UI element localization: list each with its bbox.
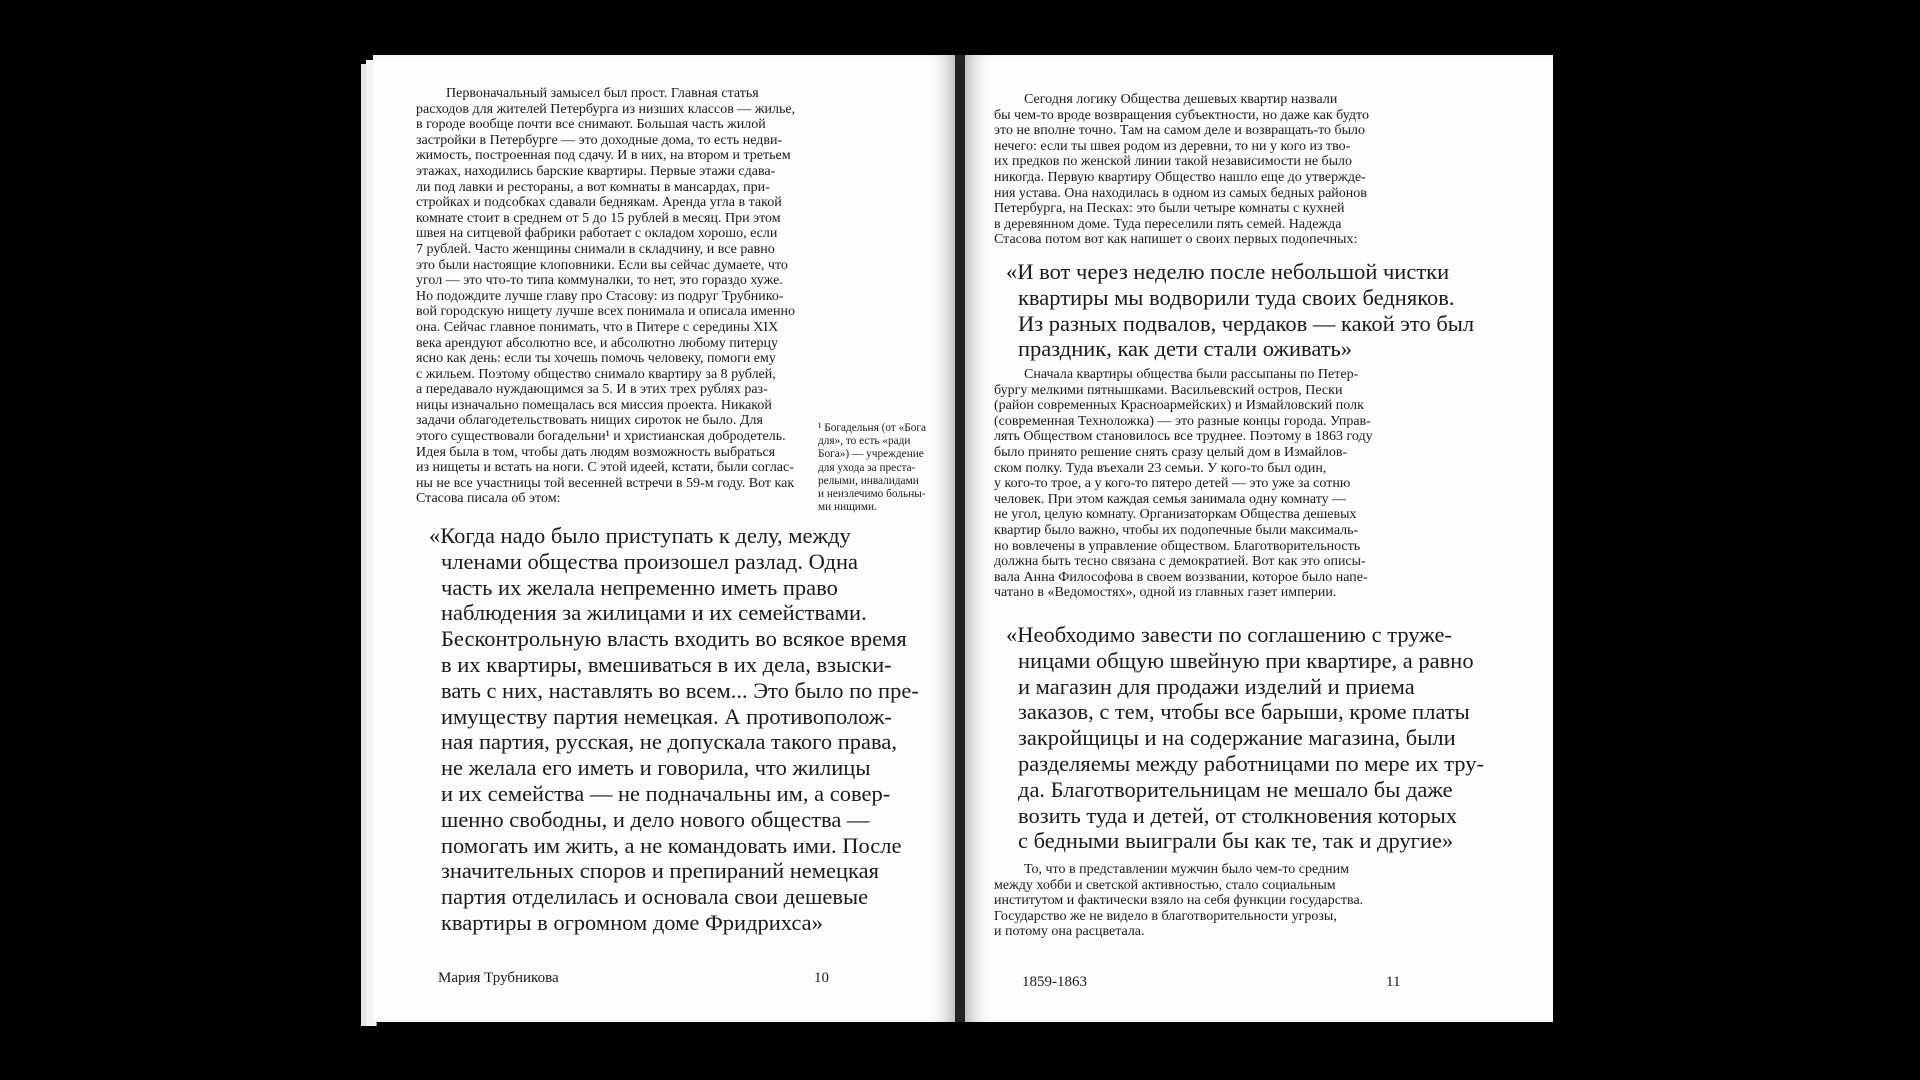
text-line: ния устава. Она находилась в одном из самых бедных районов (994, 185, 1367, 201)
text-line: это не вполне точно. Там на самом деле и возвращать-то было (994, 123, 1366, 139)
text-line: Из разных подвалов, чердаков — какой это был (1018, 310, 1475, 336)
text-line: ная партия, русская, не допускала такого права, (441, 729, 897, 755)
text-line: да. Благотворительницам не мешало бы даже (1018, 776, 1453, 802)
text-line: в их квартиры, вмешиваться в их дела, взыски- (441, 651, 892, 677)
text-line: праздник, как дети стали оживать» (1018, 336, 1353, 362)
text-line: Бесконтрольную власть входить во всякое время (441, 626, 907, 652)
text-line: лять Обществом становилось все труднее. Поэтому в 1863 году (994, 429, 1373, 445)
text-line: Первоначальный замысел был прост. Главная статья (446, 86, 759, 101)
book-gutter (955, 55, 965, 1022)
text-line: (район современных Красноармейских) и Измайловский полк (994, 398, 1364, 414)
text-line: квартир было важно, чтобы их подопечные были максималь- (994, 522, 1359, 538)
text-line: Идея была в том, чтобы дать людям возможность выбраться (416, 444, 776, 460)
text-line: ясно как день: если ты хочешь помочь человеку, помоги ему (416, 351, 776, 367)
right-body-paragraph-2 (994, 367, 1373, 601)
text-line: «Когда надо было приступать к делу, между (429, 523, 851, 548)
text-line: Стасова писала об этом: (416, 491, 561, 507)
text-line: это были настоящие клоповники. Если вы сейчас думаете, что (416, 257, 788, 273)
left-body-paragraph (416, 86, 795, 507)
text-line: не угол, целую комнату. Организаторкам Общества дешевых (994, 507, 1357, 523)
text-line: релыми, инвалидами (818, 474, 919, 487)
text-line: Сегодня логику Общества дешевых квартир назвали (1024, 92, 1338, 107)
right-body-paragraph-3 (994, 862, 1363, 940)
text-line: шенно свободны, и дело нового общества — (441, 806, 870, 832)
text-line: и потому она расцветала. (994, 924, 1145, 940)
footer-author: Мария Трубникова (438, 970, 559, 986)
text-line: для ухода за преста- (818, 461, 916, 474)
right-body-paragraph-1 (994, 92, 1369, 248)
text-line: человек. При этом каждая семья занимала одну комнату — (994, 491, 1347, 507)
text-line: ны не все участницы той весенней встречи в 59-м году. Вот как (416, 475, 795, 491)
text-line: возить туда и детей, от столкновения которых (1018, 802, 1458, 828)
text-line: вать с них, наставлять во всем... Это было по пре- (441, 677, 919, 703)
text-line: часть их желала непременно иметь право (441, 574, 838, 600)
text-line: 7 рублей. Часто женщины снимали в складчину, и все равно (416, 241, 775, 257)
text-line: с бедными выиграли бы как те, так и другие» (1018, 828, 1454, 854)
text-line: ницами общую швейную при квартире, а равно (1018, 647, 1474, 673)
text-line: жимость, построенная под сдачу. И в них, на втором и третьем (416, 148, 791, 164)
text-line: (современная Техноложка) — это разные концы города. Управ- (994, 413, 1371, 429)
text-line: должна быть тесно связана с демократией. Вот как это описы- (994, 554, 1366, 570)
text-line: То, что в представлении мужчин было чем-то средним (1024, 862, 1350, 877)
text-line: угол — это что-то типа коммуналки, то нет, это гораздо хуже. (416, 273, 783, 289)
footer-years: 1859-1863 (1022, 974, 1087, 990)
text-line: квартиры мы водворили туда своих бедняков. (1018, 284, 1455, 310)
text-line: помогать им жить, а не командовать ими. После (441, 832, 902, 858)
text-line: между хобби и светской активностью, стало социальным (994, 877, 1336, 893)
text-line: века арендуют абсолютно все, и абсолютно любому питерцу (416, 335, 779, 351)
text-line: Бога») — учреждение (818, 448, 924, 461)
text-line: партия отделилась и основала свои дешевые (441, 884, 869, 910)
text-line: стройках и подсобках сдавали беднякам. Аренда угла в такой (416, 195, 782, 211)
text-line: никогда. Первую квартиру Общество нашло еще до утвержде- (994, 169, 1366, 185)
text-line: их предков по женской линии такой независимости не было (994, 154, 1353, 170)
page-number-left: 10 (814, 970, 829, 986)
text-line: ницы изначально помещалась вся миссия проекта. Никакой (416, 397, 772, 413)
text-line: у кого-то трое, а у кого-то пятеро детей — это уже за сотню (994, 476, 1351, 492)
text-line: из нищеты и встать на ноги. С этой идеей, кстати, были соглас- (416, 460, 794, 476)
text-line: она. Сейчас главное понимать, что в Питере с середины XIX (416, 319, 779, 335)
text-line: не желала его иметь и говорила, что жилицы (441, 755, 871, 781)
text-line: задачи облагодетельствовать нищих сироток не было. Для (416, 413, 763, 429)
text-line: и их семейства — не подначальны им, а совер- (441, 780, 891, 806)
text-line: застройки в Петербурге — это доходные дома, то есть недви- (416, 132, 783, 148)
text-line: комнате стоит в среднем от 5 до 15 рублей в месяц. При этом (416, 210, 781, 226)
text-line: «И вот через неделю после небольшой чистки (1006, 259, 1450, 284)
text-line: нечего: если ты швея родом из деревни, то ни у кого из тво- (994, 138, 1351, 154)
text-line: Петербурга, на Песках: это были четыре комнаты с кухней (994, 201, 1345, 217)
text-line: разделяемы между работницами по мере их тру- (1018, 750, 1484, 776)
text-line: было принято решение снять сразу целый дом в Измайлов- (994, 444, 1348, 460)
text-line: и магазин для продажи изделий и приема (1018, 673, 1415, 699)
text-line: институтом и фактически взяло на себя функции государства. (994, 893, 1364, 909)
text-line: членами общества произошел разлад. Одна (441, 548, 859, 574)
text-line: наблюдения за жилицами и их семействами. (441, 600, 867, 626)
text-line: и неизлечимо больны- (818, 488, 926, 501)
text-line: этажах, находились барские квартиры. Первые этажи сдава- (416, 163, 776, 179)
text-line: с жильем. Поэтому общество снимало квартиру за 8 рублей, (416, 366, 776, 382)
text-line: расходов для жителей Петербурга из низших классов — жилье, (416, 101, 796, 117)
text-line: Государство же не видело в благотворительности угрозы, (994, 908, 1337, 924)
text-line: «Необходимо завести по соглашению с труже- (1006, 622, 1452, 647)
text-line: значительных споров и препираний немецкая (441, 858, 879, 884)
text-line: вала Анна Философова в своем воззвании, которое было напе- (994, 569, 1368, 585)
text-line: квартиры в огромном доме Фридрихса» (441, 909, 823, 935)
text-line: чатано в «Ведомостях», одной из главных газет империи. (994, 585, 1337, 601)
text-line: вой городскую нищету лучше всех понимала и описала именно (416, 304, 795, 320)
text-line: ¹ Богадельня (от «Бога (818, 422, 927, 434)
text-line: Стасова потом вот как напишет о своих первых подопечных: (994, 232, 1358, 248)
text-line: Но подождите лучше главу про Стасову: из подруг Трубнико- (416, 288, 784, 304)
text-line: ском полку. Туда въехали 23 семьи. У кого-то был один, (994, 460, 1327, 476)
page-number-right: 11 (1386, 974, 1401, 990)
text-line: ли под лавки и рестораны, а вот комнаты в мансардах, при- (416, 179, 770, 195)
text-line: а передавало нуждающимся за 5. И в этих трех рублях раз- (416, 382, 768, 398)
text-line: заказов, с тем, чтобы все барыши, кроме платы (1018, 699, 1470, 725)
right-quote-1 (1006, 259, 1474, 362)
text-line: имуществу партия немецкая. А противополож- (441, 703, 892, 729)
text-line: ми нищими. (818, 501, 877, 514)
text-line: бы чем-то вроде возвращения субъектности, но даже как будто (994, 107, 1369, 123)
text-line: в деревянном доме. Туда переселили пять семей. Надежда (994, 216, 1342, 232)
left-quote (429, 523, 919, 936)
text-line: бургу мелкими пятнышками. Васильевский остров, Пески (994, 382, 1343, 398)
right-quote-2 (1006, 622, 1484, 854)
text-line: этого существовали богадельни¹ и христианская добродетель. (416, 429, 786, 445)
text-line: в городе вообще почти все снимают. Большая часть жилой (416, 117, 766, 133)
text-line: для», то есть «ради (818, 435, 911, 448)
footnote (818, 422, 926, 514)
text-line: Сначала квартиры общества были рассыпаны по Петер- (1024, 367, 1359, 382)
text-line: но вовлечены в управление обществом. Благотворительность (994, 538, 1361, 554)
text-line: швея на ситцевой фабрики работает с окладом хорошо, если (416, 226, 778, 242)
text-line: закройщицы и на содержание магазина, были (1018, 725, 1456, 751)
